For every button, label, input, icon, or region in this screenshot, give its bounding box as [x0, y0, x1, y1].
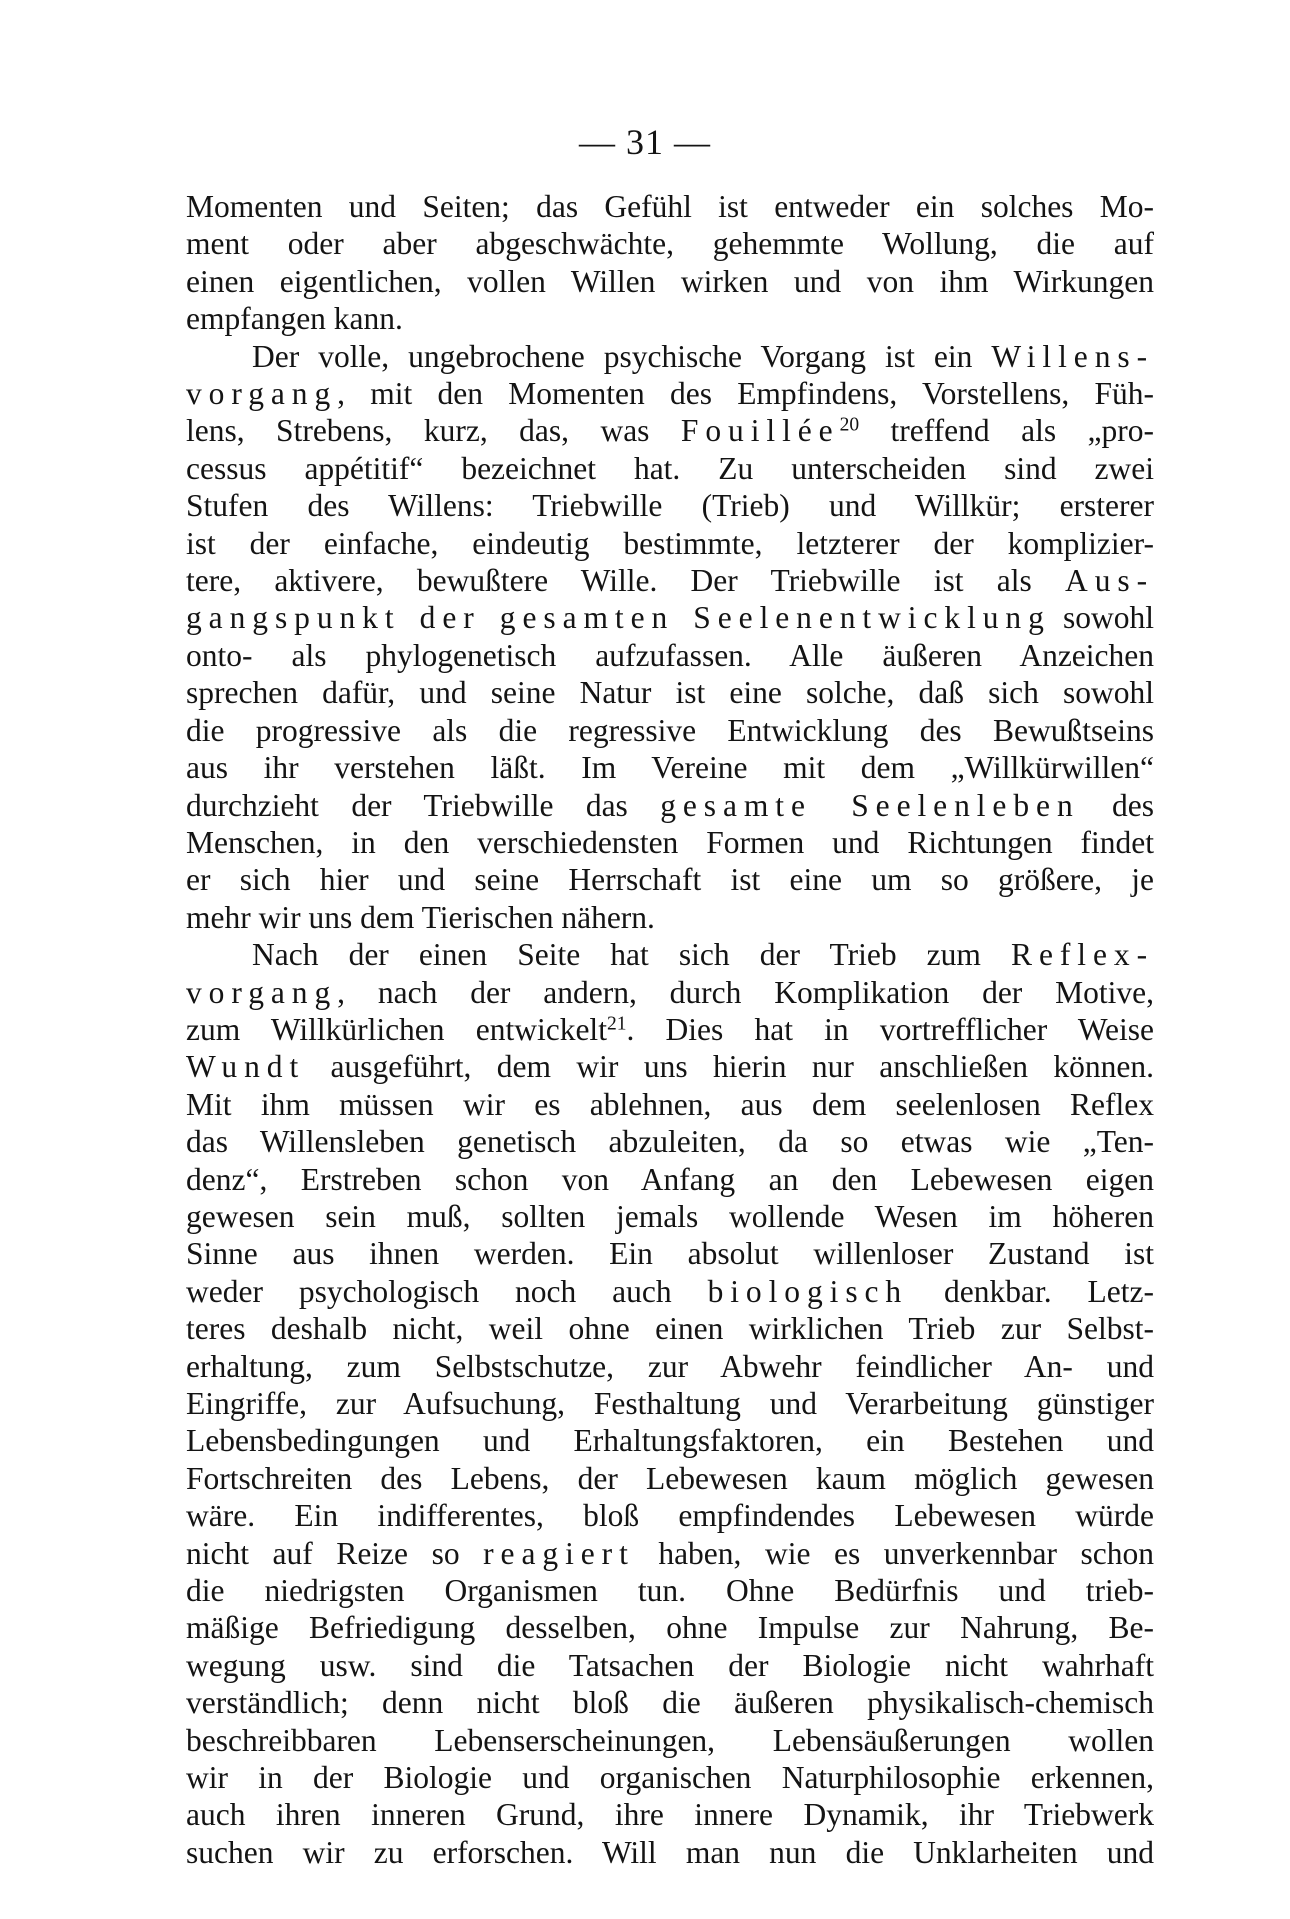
spaced-emphasis: reagiert: [483, 1535, 635, 1571]
text-run: gewesen sein muß, sollten jemals wollende Wesen im höheren: [186, 1198, 1154, 1234]
text-run: wäre. Ein indifferentes, bloß empfindendes Lebewesen würde: [186, 1498, 1154, 1534]
text-line: [186, 263, 1154, 300]
text-line: [186, 338, 1154, 375]
text-run: haben, wie es unverkennbar schon: [634, 1535, 1154, 1571]
text-line: [186, 450, 1154, 487]
text-run: einen eigentlichen, vollen Willen wirken und von ihm Wirkungen: [186, 263, 1154, 299]
text-run: cessus appétitif“ bezeichnet hat. Zu unterscheiden sind zwei: [186, 450, 1154, 486]
text-run: des: [1079, 787, 1154, 823]
text-line: [186, 1161, 1154, 1198]
text-run: sprechen dafür, und seine Natur ist eine solche, daß sich sowohl: [186, 675, 1154, 711]
text-run: wegung usw. sind die Tatsachen der Biologie nicht wahrhaft: [186, 1647, 1154, 1683]
text-line: [186, 787, 1154, 824]
text-line: [186, 1198, 1154, 1235]
text-run: Fortschreiten des Lebens, der Lebewesen kaum möglich gewesen: [186, 1460, 1154, 1496]
text-line: [186, 824, 1154, 861]
text-run: Nach der einen Seite hat sich der Trieb zum: [252, 937, 1012, 973]
text-run: Der volle, ungebrochene psychische Vorgang ist ein: [252, 338, 992, 374]
spaced-emphasis: vorgang: [186, 974, 338, 1010]
text-line: [186, 1834, 1154, 1871]
text-run: sowohl: [1050, 600, 1154, 636]
text-run: Stufen des Willens: Triebwille (Trieb) und Willkür; ersterer: [186, 488, 1154, 524]
text-line: [186, 300, 1154, 337]
text-line: [186, 674, 1154, 711]
text-line: [186, 1011, 1154, 1048]
text-run: erhaltung, zum Selbstschutze, zur Abwehr feindlicher An- und: [186, 1348, 1154, 1384]
text-run: zum Willkürlichen entwickelt: [186, 1011, 607, 1047]
text-line: [186, 637, 1154, 674]
text-line: [186, 375, 1154, 412]
text-line: [186, 1535, 1154, 1572]
text-run: auch ihren inneren Grund, ihre innere Dynamik, ihr Triebwerk: [186, 1797, 1154, 1833]
text-run: ist der einfache, eindeutig bestimmte, letzterer der komplizier-: [186, 525, 1154, 561]
text-run: . Dies hat in vortrefflicher Weise: [626, 1011, 1155, 1047]
text-line: [186, 1385, 1154, 1422]
text-line: [186, 749, 1154, 786]
text-run: denz“, Erstreben schon von Anfang an den Lebewesen eigen: [186, 1161, 1154, 1197]
text-run: weder psychologisch noch auch: [186, 1273, 708, 1309]
spaced-emphasis: Fouillée: [680, 413, 840, 449]
text-line: [186, 936, 1154, 973]
spaced-emphasis: vorgang: [186, 376, 338, 412]
text-run: er sich hier und seine Herrschaft ist eine um so größere, je: [186, 862, 1154, 898]
text-line: [186, 1722, 1154, 1759]
text-run: teres deshalb nicht, weil ohne einen wirklichen Trieb zur Selbst-: [186, 1311, 1154, 1347]
spaced-emphasis: Willens-: [991, 338, 1154, 374]
text-line: [186, 1348, 1154, 1385]
text-line: [186, 1235, 1154, 1272]
text-line: [186, 1609, 1154, 1646]
text-run: ausgeführt, dem wir uns hierin nur anschließen können.: [305, 1049, 1154, 1085]
text-run: verständlich; denn nicht bloß die äußeren physikalisch-chemisch: [186, 1685, 1154, 1721]
text-line: [186, 1796, 1154, 1833]
spaced-emphasis: biologisch: [707, 1273, 909, 1309]
text-run: onto- als phylogenetisch aufzufassen. Alle äußeren Anzeichen: [186, 637, 1154, 673]
text-run: Momenten und Seiten; das Gefühl ist entweder ein solches Mo-: [186, 189, 1154, 224]
text-line: [186, 1310, 1154, 1347]
text-run: beschreibbaren Lebenserscheinungen, Lebensäußerungen wollen: [186, 1722, 1154, 1758]
spaced-emphasis: Aus-: [1065, 563, 1154, 599]
text-line: [186, 1048, 1154, 1085]
text-line: [186, 899, 1154, 936]
text-run: , mit den Momenten des Empfindens, Vorstellens, Füh-: [337, 376, 1154, 412]
page-number: — 31 —: [579, 122, 711, 162]
text-line: [186, 1460, 1154, 1497]
text-line: [186, 188, 1154, 225]
spaced-emphasis: gesamte Seelenleben: [660, 787, 1080, 823]
text-run: lens, Strebens, kurz, das, was: [186, 413, 681, 449]
text-run: Menschen, in den verschiedensten Formen und Richtungen findet: [186, 824, 1154, 860]
text-run: das Willensleben genetisch abzuleiten, da so etwas wie „Ten-: [186, 1124, 1154, 1160]
text-line: [186, 562, 1154, 599]
spaced-emphasis: gangspunkt der gesamten Seelenentwicklung: [186, 600, 1051, 636]
text-line: [186, 1684, 1154, 1721]
text-line: [186, 712, 1154, 749]
text-run: Lebensbedingungen und Erhaltungsfaktoren, ein Bestehen und: [186, 1423, 1154, 1459]
text-run: empfangen kann.: [186, 301, 403, 337]
text-line: [186, 599, 1154, 636]
footnote-marker: 20: [839, 414, 860, 436]
text-run: nicht auf Reize so: [186, 1535, 484, 1571]
text-line: [186, 974, 1154, 1011]
text-run: , nach der andern, durch Komplikation der Motive,: [337, 974, 1154, 1010]
text-line: [186, 525, 1154, 562]
text-line: [186, 1497, 1154, 1534]
text-run: mäßige Befriedigung desselben, ohne Impulse zur Nahrung, Be-: [186, 1610, 1154, 1646]
text-run: die progressive als die regressive Entwicklung des Bewußtseins: [186, 712, 1154, 748]
text-line: [186, 1123, 1154, 1160]
text-run: Mit ihm müssen wir es ablehnen, aus dem seelenlosen Reflex: [186, 1086, 1154, 1122]
text-line: [186, 1572, 1154, 1609]
text-run: denkbar. Letz-: [908, 1273, 1154, 1309]
text-line: [186, 487, 1154, 524]
text-line: [186, 861, 1154, 898]
text-run: durchzieht der Triebwille das: [186, 787, 661, 823]
footnote-marker: 21: [606, 1013, 627, 1035]
text-run: ment oder aber abgeschwächte, gehemmte Wollung, die auf: [186, 226, 1154, 262]
text-run: tere, aktivere, bewußtere Wille. Der Triebwille ist als: [186, 563, 1066, 599]
text-line: [186, 225, 1154, 262]
text-run: die niedrigsten Organismen tun. Ohne Bedürfnis und trieb-: [186, 1573, 1154, 1609]
spaced-emphasis: Reflex-: [1011, 937, 1154, 973]
text-run: mehr wir uns dem Tierischen nähern.: [186, 899, 655, 935]
text-line: [186, 1273, 1154, 1310]
body-text: [186, 188, 1154, 1871]
text-line: [186, 412, 1154, 449]
text-run: Sinne aus ihnen werden. Ein absolut willenloser Zustand ist: [186, 1236, 1154, 1272]
spaced-emphasis: Wundt: [186, 1049, 306, 1085]
text-run: suchen wir zu erforschen. Will man nun die Unklarheiten und: [186, 1834, 1154, 1870]
text-line: [186, 1759, 1154, 1796]
text-line: [186, 1422, 1154, 1459]
text-line: [186, 1647, 1154, 1684]
text-run: wir in der Biologie und organischen Naturphilosophie erkennen,: [186, 1760, 1154, 1796]
text-run: treffend als „pro-: [859, 413, 1154, 449]
text-line: [186, 1086, 1154, 1123]
text-run: Eingriffe, zur Aufsuchung, Festhaltung und Verarbeitung günstiger: [186, 1386, 1154, 1421]
text-run: aus ihr verstehen läßt. Im Vereine mit dem „Willkürwillen“: [186, 750, 1154, 786]
